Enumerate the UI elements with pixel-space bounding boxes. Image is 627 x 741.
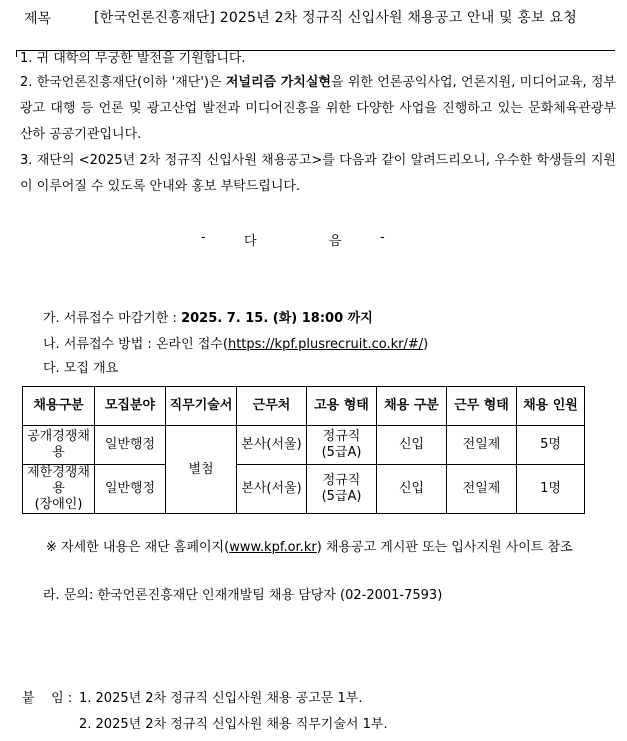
header-cell: 고용 형태 (307, 387, 377, 426)
table-cell (307, 426, 377, 465)
table-cell (307, 465, 377, 514)
heading-dash-left: - (201, 230, 206, 245)
table-cell: 5명 (517, 426, 585, 465)
item-deadline-value: 2025. 7. 15. (화) 18:00 까지 (181, 311, 373, 326)
attachment-label: 붙 임 : (22, 691, 73, 706)
table-cell: 일반행정 (95, 426, 166, 465)
attachment-item: 2. 2025년 2차 정규직 신입사원 채용 직무기술서 1부. (79, 717, 388, 732)
note-suffix: ) 채용공고 게시판 또는 입사지원 사이트 참조 (316, 540, 573, 555)
heading-char-eum: 음 (329, 234, 342, 249)
item-method (43, 333, 428, 352)
subject-title: [한국언론진흥재단] 2025년 2차 정규직 신입사원 채용공고 안내 및 홍보 요청 (94, 10, 577, 26)
paragraph-3: 3. 재단의 <2025년 2차 정규직 신입사원 채용공고>를 다음과 같이 알려드리오니, 우수한 학생들의 지원이 이루어질 수 있도록 안내와 홍보 부탁드립니다. (20, 153, 616, 194)
recruit-category: 제한경쟁채용 (27, 465, 90, 496)
table-row (23, 465, 585, 514)
subject-label: 제목 (24, 11, 52, 27)
table-row (23, 426, 585, 465)
employment-type: 정규직 (322, 473, 361, 488)
paragraph-2 (20, 70, 616, 148)
table-cell: 본사(서울) (237, 465, 307, 514)
recruit-category-sub: (장애인) (34, 497, 83, 512)
table-cell: 신입 (377, 426, 447, 465)
employment-type: 정규직 (322, 429, 361, 444)
note-prefix: ※ 자세한 내용은 재단 홈페이지( (46, 540, 230, 555)
employment-grade: (5급A) (321, 445, 362, 460)
item-method-suffix: ) (423, 337, 429, 352)
recruit-site-link[interactable]: https://kpf.plusrecruit.co.kr/#/ (227, 337, 424, 352)
table-header-row (23, 387, 585, 426)
homepage-note (46, 536, 573, 555)
header-cell: 채용 구분 (377, 387, 447, 426)
paragraph-2-lead: 2. 한국언론진흥재단(이하 '재단')은 (20, 75, 226, 90)
table-cell: 일반행정 (95, 465, 166, 514)
heading-char-da: 다 (244, 234, 257, 249)
table-cell: 전일제 (447, 426, 517, 465)
header-cell: 근무 형태 (447, 387, 517, 426)
table-cell: 전일제 (447, 465, 517, 514)
item-contact: 라. 문의: 한국언론진흥재단 인재개발팀 채용 담당자 (02-2001-7593) (43, 588, 443, 603)
heading-dash-right: - (380, 230, 385, 245)
header-cell: 모집분야 (95, 387, 166, 426)
job-description-cell: 별첨 (166, 426, 237, 514)
table-cell: 공개경쟁채용 (23, 426, 95, 465)
item-deadline (43, 307, 373, 326)
table-cell: 1명 (517, 465, 585, 514)
item-method-label: 나. 서류접수 방법 : 온라인 접수( (43, 337, 228, 352)
paragraph-2-rest: 을 위한 언론공익사업, 언론지원, 미디어교육, 정부광고 대행 등 언론 및 광고산업 발전과 미디어진흥을 위한 다양한 사업을 진행하고 있는 문화체육관광부 산하 공공기관입니다. (20, 75, 616, 142)
header-cell: 직무기술서 (166, 387, 237, 426)
table-cell: 신입 (377, 465, 447, 514)
paragraph-2-emphasis: 저널리즘 가치실현 (225, 75, 331, 90)
item-deadline-label: 가. 서류접수 마감기한 : (43, 311, 182, 326)
homepage-link[interactable]: www.kpf.or.kr (229, 540, 317, 555)
table-cell (23, 465, 95, 514)
header-cell: 근무처 (237, 387, 307, 426)
header-cell: 채용 인원 (517, 387, 585, 426)
attachment-item: 1. 2025년 2차 정규직 신입사원 채용 공고문 1부. (79, 691, 363, 706)
recruitment-table (22, 386, 585, 514)
table-cell: 본사(서울) (237, 426, 307, 465)
employment-grade: (5급A) (321, 489, 362, 504)
header-cell: 채용구분 (23, 387, 95, 426)
paragraph-1: 1. 귀 대학의 무궁한 발전을 기원합니다. (20, 51, 246, 66)
item-overview: 다. 모집 개요 (43, 361, 119, 376)
